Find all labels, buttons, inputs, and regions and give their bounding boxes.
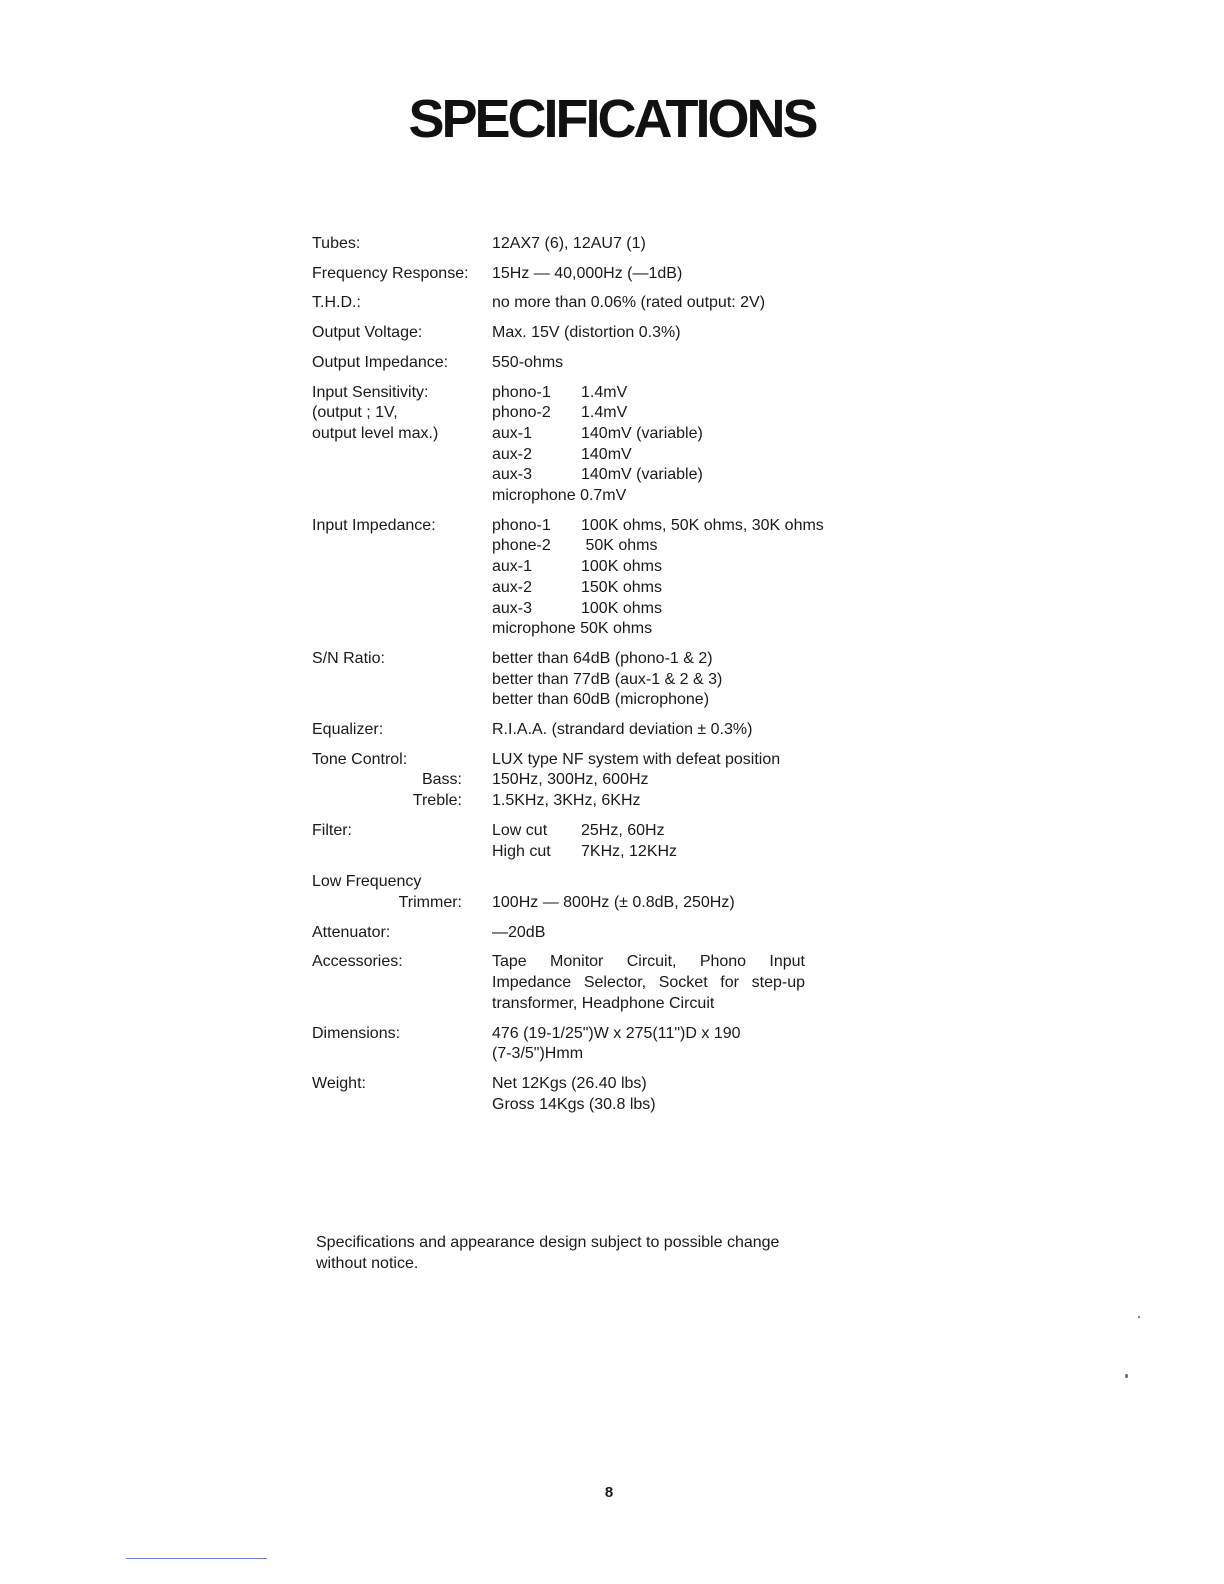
spec-value	[492, 649, 872, 711]
source-value: 100K ohms	[581, 558, 662, 576]
spec-input-sensitivity	[312, 383, 872, 507]
sensitivity-item	[492, 486, 872, 507]
spec-value: 12AX7 (6), 12AU7 (1)	[492, 235, 646, 252]
spec-sn-ratio	[312, 649, 872, 711]
spec-output-voltage	[312, 323, 872, 344]
source-name: aux-3	[492, 599, 533, 617]
source-value: 1.4mV	[581, 383, 628, 401]
spec-value	[492, 516, 872, 640]
spec-attenuator	[312, 923, 872, 944]
spec-thd	[312, 293, 872, 314]
spec-output-impedance	[312, 353, 872, 374]
spec-value	[492, 1074, 872, 1115]
filter-item	[492, 821, 872, 842]
sensitivity-item	[492, 403, 872, 424]
spec-value	[492, 383, 872, 507]
treble-label: Treble:	[412, 792, 462, 810]
bass-value: 150Hz, 300Hz, 600Hz	[492, 771, 649, 789]
scan-speck	[1125, 1374, 1128, 1378]
spec-label-line: Input Sensitivity:	[312, 383, 429, 401]
spec-value-line: 100Hz — 800Hz (± 0.8dB, 250Hz)	[492, 893, 735, 911]
source-value: 140mV (variable)	[581, 466, 703, 484]
sensitivity-item	[492, 465, 872, 486]
impedance-item	[492, 536, 872, 557]
spec-tone-control	[312, 750, 872, 812]
spec-value: Max. 15V (distortion 0.3%)	[492, 324, 681, 342]
source-name: aux-1	[492, 558, 533, 576]
spec-label: Filter:	[312, 821, 352, 839]
spec-tubes	[312, 234, 872, 255]
spec-value: —20dB	[492, 923, 546, 941]
spec-value: 15Hz — 40,000Hz (—1dB)	[492, 264, 683, 282]
specifications-list	[312, 234, 872, 1124]
source-name: aux-2	[492, 578, 533, 596]
spec-label: S/N Ratio:	[312, 649, 385, 667]
spec-value-line: better than 77dB (aux-1 & 2 & 3)	[492, 670, 723, 688]
footer-rule	[126, 1558, 267, 1559]
source-name: phone-2	[492, 537, 551, 555]
filter-name: High cut	[492, 842, 551, 860]
spec-label: Tubes:	[312, 235, 361, 252]
filter-value: 7KHz, 12KHz	[581, 842, 678, 860]
spec-value-line: Net 12Kgs (26.40 lbs)	[492, 1074, 647, 1092]
impedance-item	[492, 557, 872, 578]
spec-value	[492, 1024, 872, 1065]
spec-label: Weight:	[312, 1074, 366, 1092]
source-name: aux-3	[492, 466, 533, 484]
spec-label: Output Voltage:	[312, 324, 423, 342]
spec-value-line: Gross 14Kgs (30.8 lbs)	[492, 1095, 656, 1113]
source-value: 1.4mV	[581, 404, 628, 422]
spec-equalizer	[312, 720, 872, 741]
spec-label: Dimensions:	[312, 1024, 401, 1042]
source-value: 140mV (variable)	[581, 424, 703, 442]
spec-label: Frequency Response:	[312, 264, 469, 282]
bass-label: Bass:	[421, 771, 462, 789]
spec-value: no more than 0.06% (rated output: 2V)	[492, 294, 766, 312]
change-notice: Specifications and appearance design subject to possible change without notice.	[316, 1234, 780, 1272]
source-value: 140mV	[581, 445, 632, 463]
spec-input-impedance	[312, 516, 872, 640]
source-value: 50K ohms	[580, 620, 653, 638]
treble-value: 1.5KHz, 3KHz, 6KHz	[492, 792, 641, 810]
source-name: aux-2	[492, 445, 533, 463]
spec-label-line: output level max.)	[312, 424, 439, 442]
spec-dimensions	[312, 1024, 872, 1065]
spec-value-line: better than 60dB (microphone)	[492, 691, 710, 709]
source-value: 50K ohms	[581, 537, 658, 555]
scan-speck	[1138, 1316, 1140, 1318]
spec-value-line: LUX type NF system with defeat position	[492, 750, 781, 768]
spec-label: Output Impedance:	[312, 353, 449, 371]
sensitivity-item	[492, 445, 872, 466]
source-value: 100K ohms	[581, 599, 662, 617]
impedance-item	[492, 599, 872, 620]
spec-label	[312, 383, 492, 507]
spec-value: Tape Monitor Circuit, Phono Input Impedance Selector, Socket for step-up transformer, Headphone Circuit	[492, 953, 805, 1012]
page-number: 8	[604, 1484, 614, 1501]
filter-item	[492, 842, 872, 863]
source-name: phono-1	[492, 383, 551, 401]
spec-label-line: (output ; 1V,	[312, 404, 398, 422]
spec-value-line: 476 (19-1/25")W x 275(11")D x 190	[492, 1024, 741, 1042]
source-name: microphone	[492, 620, 576, 638]
spec-value: 550-ohms	[492, 353, 564, 371]
spec-value	[492, 750, 872, 812]
spec-value	[492, 872, 872, 913]
spec-label: Attenuator:	[312, 923, 391, 941]
spec-label: Equalizer:	[312, 721, 384, 739]
spec-value-line: (7-3/5")Hmm	[492, 1045, 584, 1063]
spec-label-line: Low Frequency	[312, 873, 422, 891]
spec-value: R.I.A.A. (strandard deviation ± 0.3%)	[492, 721, 753, 739]
spec-filter	[312, 821, 872, 862]
spec-accessories	[312, 952, 872, 1014]
spec-label-line: Tone Control:	[312, 750, 408, 768]
spec-label: Accessories:	[312, 953, 403, 971]
filter-name: Low cut	[492, 821, 548, 839]
sensitivity-item	[492, 424, 872, 445]
source-name: microphone	[492, 487, 576, 505]
spec-label	[312, 750, 492, 812]
page-title: SPECIFICATIONS	[408, 89, 816, 149]
spec-value-line: better than 64dB (phono-1 & 2)	[492, 649, 713, 667]
impedance-item	[492, 619, 872, 640]
source-value: 0.7mV	[580, 487, 627, 505]
source-value: 150K ohms	[581, 578, 662, 596]
spec-value	[492, 821, 872, 862]
filter-value: 25Hz, 60Hz	[581, 821, 665, 839]
spec-frequency-response	[312, 264, 872, 285]
spec-weight	[312, 1074, 872, 1115]
source-value: 100K ohms, 50K ohms, 30K ohms	[581, 516, 824, 534]
spec-low-frequency-trimmer	[312, 872, 872, 913]
impedance-item	[492, 516, 872, 537]
source-name: phono-1	[492, 516, 551, 534]
spec-label: Input Impedance:	[312, 516, 436, 534]
source-name: phono-2	[492, 404, 551, 422]
impedance-item	[492, 578, 872, 599]
spec-label: T.H.D.:	[312, 294, 361, 312]
sensitivity-item	[492, 383, 872, 404]
spec-label	[312, 872, 492, 913]
source-name: aux-1	[492, 424, 533, 442]
spec-label-line: Trimmer:	[398, 893, 462, 911]
